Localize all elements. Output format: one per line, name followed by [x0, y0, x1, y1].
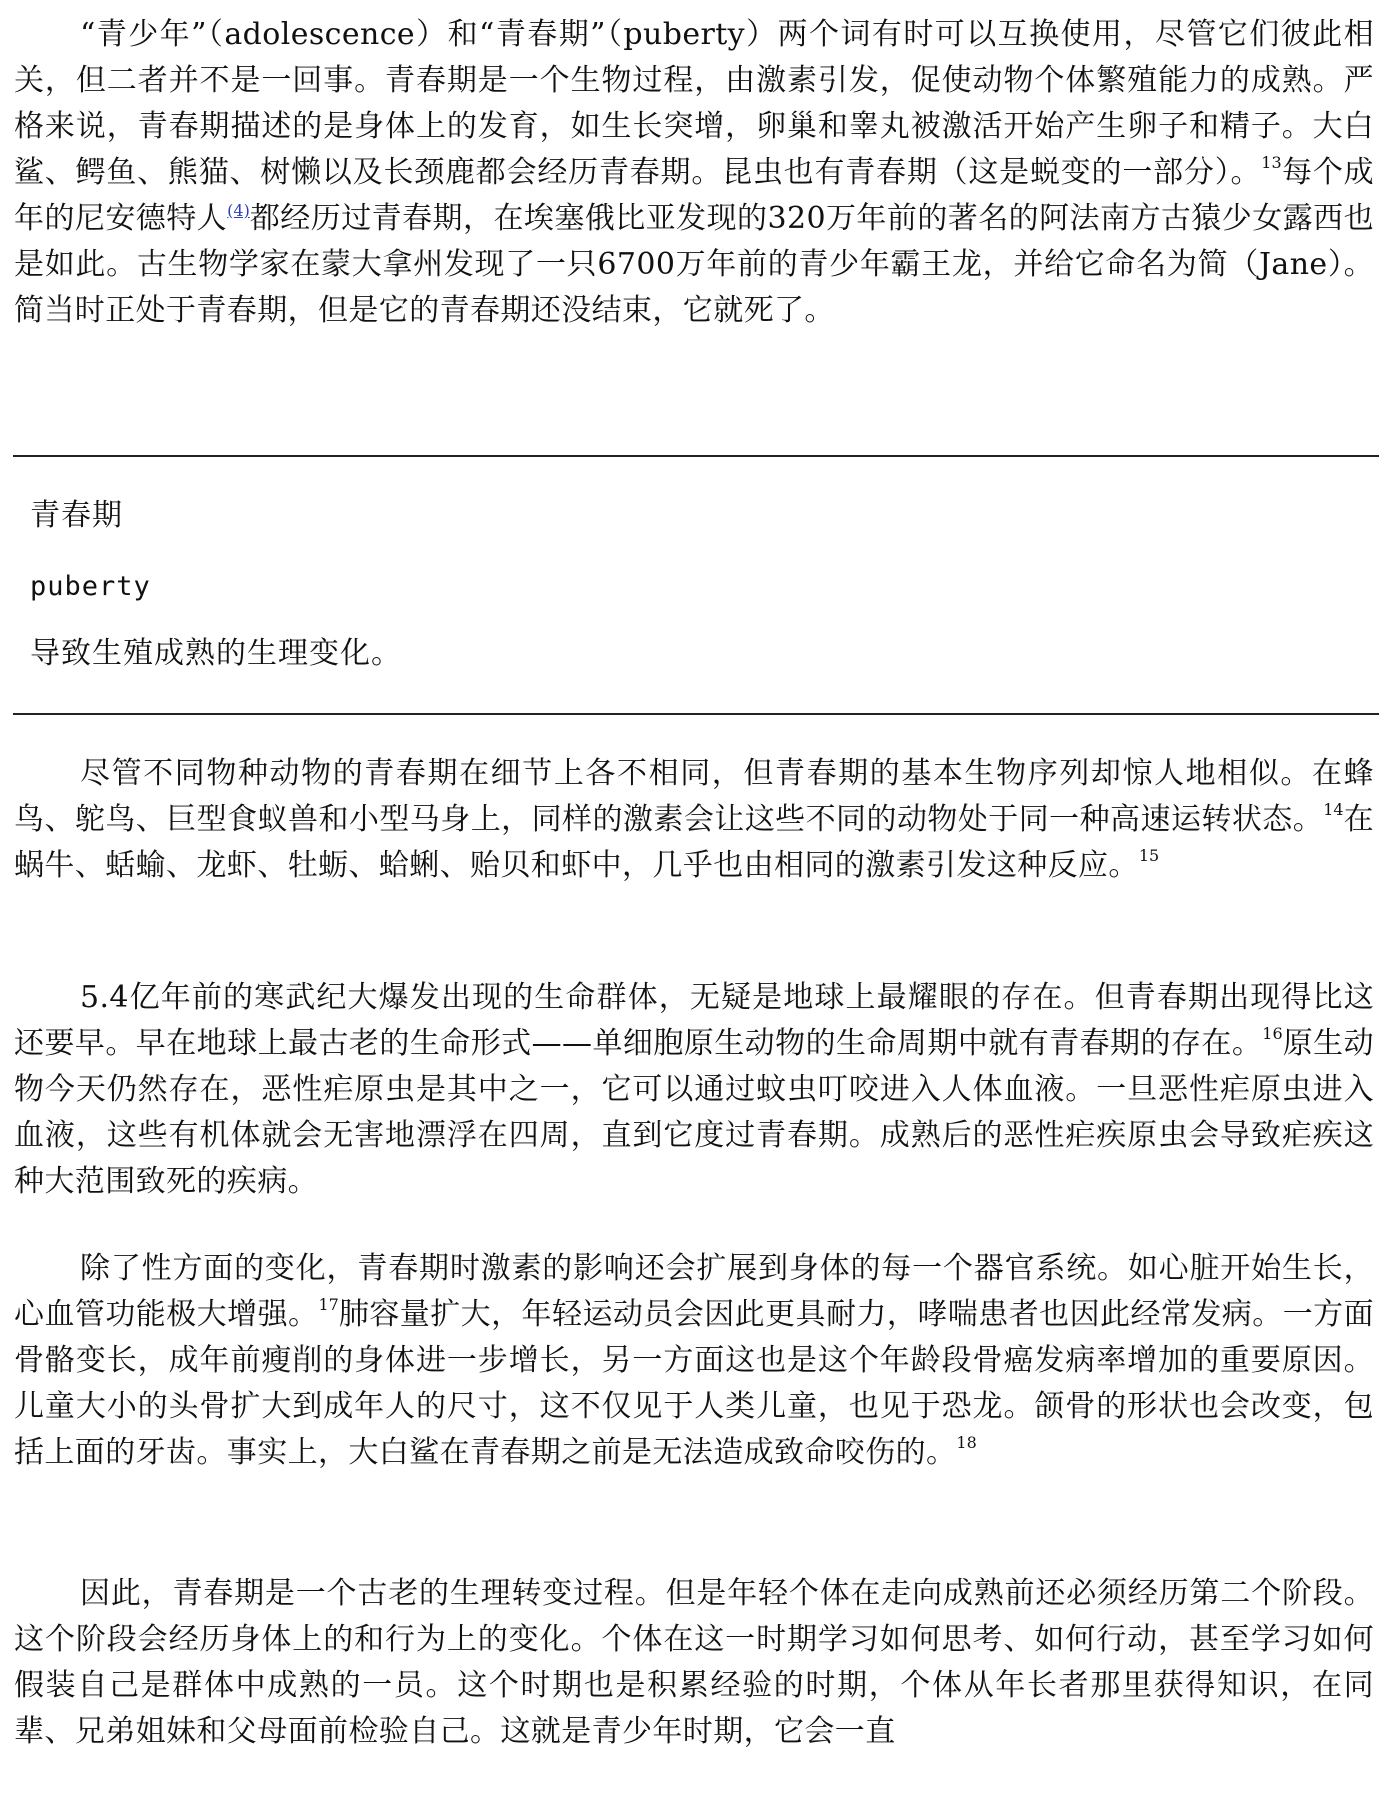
- paragraph-text: 原生动物今天仍然存在，恶性疟原虫是其中之一，它可以通过蚊虫叮咬进入人体血液。一旦恶性疟原虫进入血液，这些有机体就会无害地漂浮在四周，直到它度过青春期。成熟后的恶性疟疾原虫会导致疟疾这种大范围致死的疾病。: [14, 1026, 1374, 1199]
- paragraph-ancient-origin: [14, 975, 1374, 1205]
- paragraph-text: 尽管不同物种动物的青春期在细节上各不相同，但青春期的基本生物序列却惊人地相似。在蜂鸟、鸵鸟、巨型食蚁兽和小型马身上，同样的激素会让这些不同的动物处于同一种高速运转状态。: [14, 756, 1374, 837]
- glossary-definition: 导致生殖成熟的生理变化。: [30, 636, 402, 671]
- paragraph-text: 5.4亿年前的寒武纪大爆发出现的生命群体，无疑是地球上最耀眼的存在。但青春期出现得比这还要早。早在地球上最古老的生命形式——单细胞原生动物的生命周期中就有青春期的存在。: [14, 980, 1374, 1061]
- footnote-ref-16[interactable]: 16: [1262, 1024, 1283, 1043]
- glossary-top-rule: [13, 455, 1379, 457]
- paragraph-text: 在蜗牛、蛞蝓、龙虾、牡蛎、蛤蜊、贻贝和虾中，几乎也由相同的激素引发这种反应。: [14, 802, 1374, 883]
- glossary-bottom-rule: [13, 713, 1379, 715]
- footnote-ref-18[interactable]: 18: [956, 1433, 977, 1452]
- paragraph-common-sequence: [14, 751, 1374, 889]
- footnote-ref-15[interactable]: 15: [1138, 846, 1160, 865]
- note-link-4[interactable]: (4): [227, 201, 250, 220]
- paragraph-organ-systems: [14, 1246, 1374, 1476]
- paragraph-text: 每个成年的尼安德特人: [14, 155, 1375, 236]
- paragraph-text: 除了性方面的变化，青春期时激素的影响还会扩展到身体的每一个器官系统。如心脏开始生长，心血管功能极大增强。: [14, 1251, 1374, 1332]
- paragraph-text: 肺容量扩大，年轻运动员会因此更具耐力，哮喘患者也因此经常发病。一方面骨骼变长，成年前瘦削的身体进一步增长，另一方面这也是这个年龄段骨癌发病率增加的重要原因。儿童大小的头骨扩大到成年人的尺寸，这不仅见于人类儿童，也见于恐龙。颌骨的形状也会改变，包括上面的牙齿。事实上，大白鲨在青春期之前是无法造成致命咬伤的。: [14, 1297, 1374, 1470]
- footnote-ref-17[interactable]: 17: [318, 1295, 339, 1314]
- footnote-ref-14[interactable]: 14: [1323, 800, 1344, 819]
- paragraph-text: 因此，青春期是一个古老的生理转变过程。但是年轻个体在走向成熟前还必须经历第二个阶段。这个阶段会经历身体上的和行为上的变化。个体在这一时期学习如何思考、如何行动，甚至学习如何假装自己是群体中成熟的一员。这个时期也是积累经验的时期，个体从年长者那里获得知识，在同辈、兄弟姐妹和父母面前检验自己。这就是青少年时期，它会一直: [14, 1576, 1374, 1749]
- paragraph-text: 都经历过青春期，在埃塞俄比亚发现的320万年前的著名的阿法南方古猿少女露西也是如此。古生物学家在蒙大拿州发现了一只6700万年前的青少年霸王龙，并给它命名为简（Jane）。简当时正处于青春期，但是它的青春期还没结束，它就死了。: [14, 201, 1374, 328]
- glossary-term: 青春期: [30, 498, 123, 533]
- footnote-ref-13[interactable]: 13: [1261, 153, 1282, 172]
- paragraph-text: “青少年”（adolescence）和“青春期”（puberty）两个词有时可以互换使用，尽管它们彼此相关，但二者并不是一回事。青春期是一个生物过程，由激素引发，促使动物个体繁殖能力的成熟。严格来说，青春期描述的是身体上的发育，如生长突增，卵巢和睾丸被激活开始产生卵子和精子。大白鲨、鳄鱼、熊猫、树懒以及长颈鹿都会经历青春期。昆虫也有青春期（这是蜕变的一部分）。: [14, 17, 1374, 190]
- glossary-english-term: puberty: [30, 571, 151, 602]
- paragraph-adolescence-vs-puberty: [14, 12, 1374, 334]
- paragraph-second-stage: [14, 1571, 1374, 1755]
